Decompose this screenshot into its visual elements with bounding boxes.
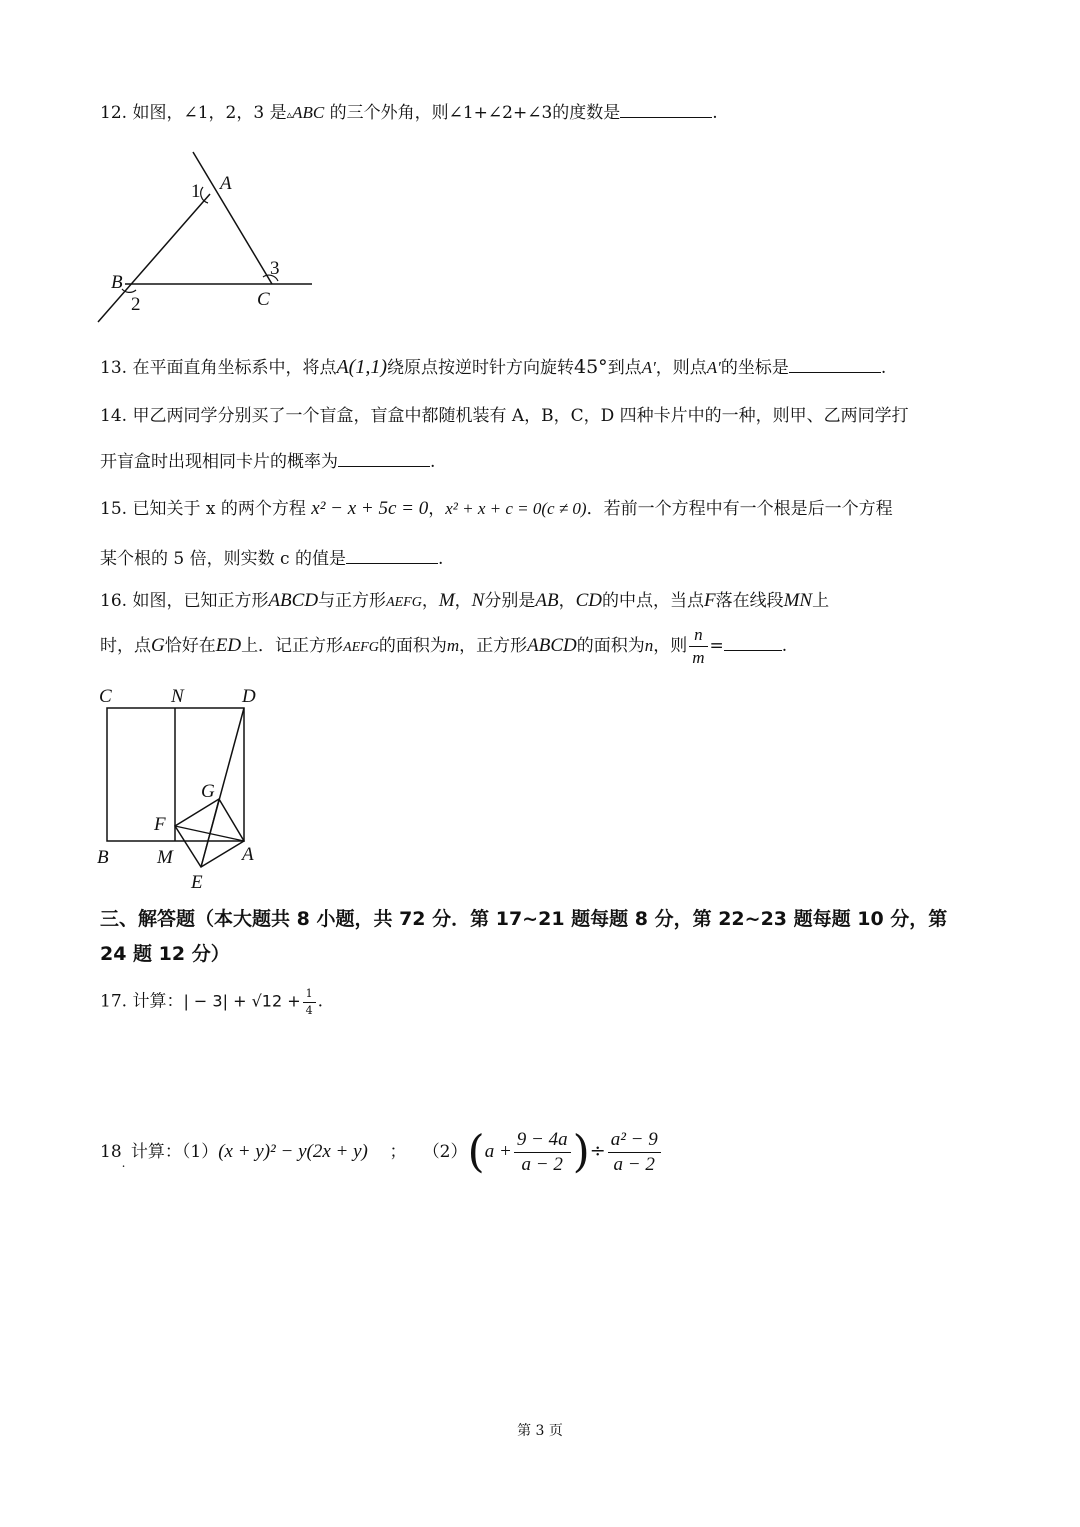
point-A-prime: A′: [706, 358, 721, 377]
q16-text: ，正方形: [459, 635, 528, 656]
equals-sign: =: [709, 635, 724, 656]
section-heading-line-2: 24 题 12 分）: [100, 943, 230, 965]
fraction-numerator: n: [689, 626, 707, 647]
fraction-denominator: 4: [305, 1003, 313, 1017]
q15-text: 已知关于 x 的两个方程: [132, 499, 306, 519]
fraction-numerator: a² − 9: [608, 1130, 661, 1153]
question-16-line-2: [100, 626, 787, 667]
fraction-denominator: a − 2: [613, 1153, 655, 1175]
q16-text: 的面积为: [576, 635, 645, 656]
label-B: B: [97, 847, 109, 868]
triangle-symbol: ▵: [286, 108, 293, 121]
angle-label-3: 3: [270, 258, 280, 279]
q13-text: 到点: [607, 358, 642, 378]
q17-text: 计算：: [132, 991, 184, 1012]
q16-text: 与正方形: [318, 591, 387, 611]
right-paren: ): [572, 1126, 590, 1178]
segment-MN: MN: [783, 590, 813, 611]
label-C: C: [257, 289, 270, 310]
answer-blank[interactable]: [789, 358, 881, 373]
answer-blank[interactable]: [338, 452, 430, 467]
q16-text: 落在线段: [715, 591, 784, 611]
q12-text: 是: [269, 103, 287, 123]
label-N: N: [171, 686, 184, 707]
triangle-figure: [95, 150, 320, 325]
q12-text: 如图，: [132, 103, 184, 123]
label-M: M: [157, 847, 173, 868]
q16-text: ，: [421, 591, 439, 611]
q16-text: 分别是: [484, 591, 536, 611]
question-number: 16.: [100, 591, 128, 611]
square-AEFG: AEFG: [386, 595, 422, 610]
q16-text: 时，点: [100, 635, 151, 656]
q17-expression: | − 3| + √12 +: [183, 991, 301, 1011]
squares-figure: [95, 680, 270, 895]
q13-text: 的坐标是: [720, 358, 789, 378]
angle-sum-expression: ∠1+∠2+∠3: [448, 103, 553, 123]
point-G: G: [151, 634, 165, 656]
point-N: N: [471, 590, 485, 611]
point-F: F: [703, 590, 716, 611]
question-17: [100, 988, 323, 1016]
triangle-name: ABC: [292, 103, 325, 122]
question-14-line-1: [100, 408, 909, 425]
fraction-n-over-m: [689, 626, 707, 667]
q12-text: 的三个外角，则: [329, 103, 449, 123]
q15-period: .: [437, 549, 444, 569]
q12-period: .: [712, 103, 718, 123]
q18-a-term: a +: [484, 1140, 512, 1162]
question-16-line-1: [100, 591, 829, 610]
q15-text: 某个根的 5 倍，则实数 c 的值是: [100, 549, 346, 569]
q13-text: ，则点: [655, 358, 707, 378]
question-number: 17.: [100, 991, 128, 1012]
q14-text: 甲乙两同学分别买了一个盲盒，盲盒中都随机装有 A，B，C，D 四种卡片中的一种，则甲、乙两同学打: [132, 406, 909, 426]
rotation-angle: 45°: [574, 356, 608, 378]
fraction-numerator: 9 − 4a: [514, 1130, 571, 1153]
label-B: B: [111, 272, 123, 293]
q18-text: 计算：（1）: [130, 1141, 219, 1162]
question-number: 18: [100, 1141, 122, 1162]
q18-expression-1: (x + y)² − y(2x + y): [218, 1140, 368, 1162]
q15-separator: ，: [428, 499, 446, 519]
q14-text: 开盲盒时出现相同卡片的概率为: [100, 452, 338, 472]
label-D: D: [242, 686, 256, 707]
point-M: M: [438, 590, 455, 611]
segment-AB: AB: [535, 590, 559, 611]
answer-blank[interactable]: [346, 549, 438, 564]
question-number: 12.: [100, 103, 128, 123]
question-12: [100, 103, 718, 122]
q14-period: .: [430, 452, 436, 472]
variable-n: n: [644, 635, 654, 655]
section-heading: 三、解答题（本大题共 8 小题，共 72 分．第 17~21 题每题 8 分，第 22~23 题每题 10 分，第: [100, 908, 948, 930]
q12-text: 的度数是: [552, 103, 621, 123]
segment-CD: CD: [575, 590, 602, 611]
q13-period: .: [880, 358, 887, 378]
label-G: G: [201, 781, 215, 802]
label-F: F: [154, 814, 166, 835]
q12-angles: ∠1，2，3: [183, 103, 265, 123]
angle-label-2: 2: [131, 294, 141, 315]
question-number: 13.: [100, 358, 128, 378]
question-18: [100, 1126, 663, 1178]
q16-text: ，: [558, 591, 576, 611]
answer-blank[interactable]: [620, 103, 712, 118]
square-ABCD: ABCD: [268, 590, 319, 611]
fraction-denominator: m: [692, 647, 705, 667]
question-13: [100, 357, 886, 377]
q18-text: （2）: [422, 1141, 468, 1162]
label-A: A: [242, 844, 254, 865]
q13-text: 在平面直角坐标系中，将点: [132, 358, 337, 378]
square-AEFG: AEFG: [343, 639, 379, 655]
question-number: 14.: [100, 406, 128, 426]
q18-semicolon: ；: [389, 1141, 407, 1162]
q17-period: .: [317, 991, 324, 1012]
variable-m: m: [446, 635, 460, 655]
left-paren: (: [467, 1126, 485, 1178]
fraction-one-quarter: [303, 988, 316, 1016]
q18-dot: .: [121, 1155, 126, 1170]
q15-text: ．若前一个方程中有一个根是后一个方程: [586, 499, 893, 519]
q16-text: ，则: [653, 635, 688, 656]
question-15-line-2: [100, 549, 443, 568]
division-sign: ÷: [589, 1139, 606, 1162]
fraction-2: [608, 1130, 661, 1175]
square-ABCD: ABCD: [527, 634, 577, 656]
fraction-denominator: a − 2: [521, 1153, 563, 1175]
label-A: A: [220, 173, 232, 194]
question-number: 15.: [100, 499, 128, 519]
angle-label-1: 1: [191, 181, 201, 202]
point-A: A(1,1): [336, 356, 387, 378]
q16-text: 上．记正方形: [241, 635, 344, 656]
point-A-prime: A′: [641, 358, 656, 377]
segment-ED: ED: [215, 634, 242, 656]
q16-period: .: [781, 635, 788, 656]
q16-text: 如图，已知正方形: [132, 591, 269, 611]
q16-text: ，: [454, 591, 472, 611]
answer-blank[interactable]: [724, 636, 782, 651]
q13-text: 绕原点按逆时针方向旋转: [387, 358, 574, 378]
equation-2: x² + x + c = 0(c ≠ 0): [445, 499, 587, 518]
equation-1: x² − x + 5c = 0: [311, 498, 429, 519]
page-number: 第 3 页: [517, 1423, 563, 1439]
q16-text: 恰好在: [164, 635, 216, 656]
question-15-line-1: [100, 499, 893, 518]
q16-text: 的中点，当点: [601, 591, 704, 611]
question-14-line-2: [100, 452, 435, 471]
label-E: E: [191, 872, 203, 893]
q16-text: 上: [812, 591, 830, 611]
fraction-numerator: 1: [303, 988, 316, 1003]
q16-text: 的面积为: [378, 635, 447, 656]
label-C: C: [99, 686, 112, 707]
fraction-1: [514, 1130, 571, 1175]
